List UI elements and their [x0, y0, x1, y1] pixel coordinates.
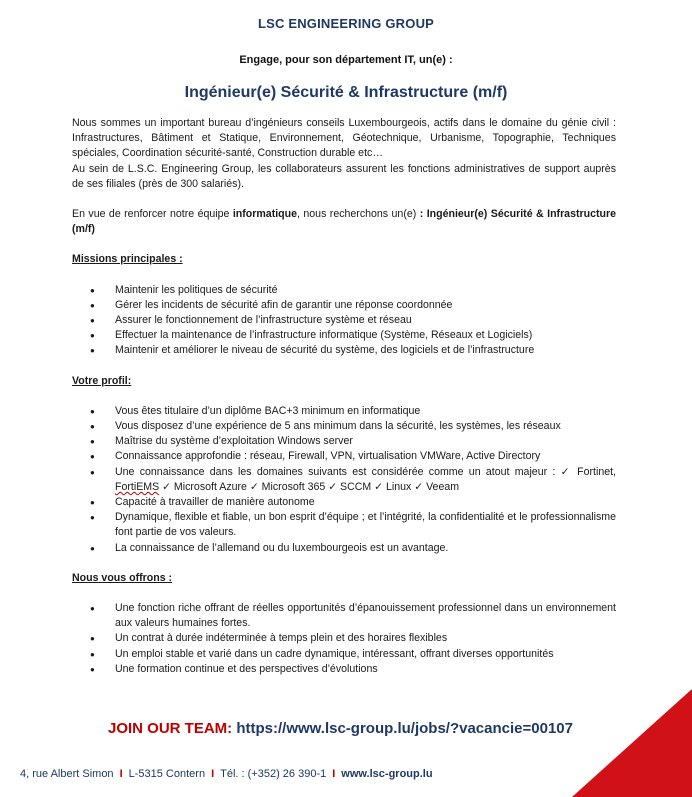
job-title: Ingénieur(e) Sécurité & Infrastructure (m/f): [184, 84, 508, 101]
item5-end: ✓ Microsoft Azure ✓ Microsoft 365 ✓ SCCM ✓ Linux ✓ Veeam: [159, 480, 460, 493]
profile-list: [72, 404, 616, 556]
list-item: ● Assurer le fonctionnement de l’infrastructure système et réseau: [72, 313, 616, 328]
fortiems-squiggle: FortiEMS: [115, 480, 160, 493]
item5-start: Une connaissance dans les domaines suivants est considérée comme un atout majeur : ✓ Fortinet,: [115, 465, 616, 478]
list-item: ● Un contrat à durée indéterminée à temps plein et des horaires flexibles: [72, 631, 616, 646]
job-description: [72, 116, 616, 677]
footer-phone: Tél. : (+352) 26 390-1: [220, 768, 327, 780]
join-our-team: [108, 720, 628, 737]
intro-p3-mid: , nous recherchons un(e): [297, 208, 420, 221]
list-item: ● Dynamique, flexible et fiable, un bon esprit d’équipe ; et l’intégrité, la confidentialité et le professionnalisme font partie de vos valeurs.: [72, 510, 616, 540]
company-name: LSC ENGINEERING GROUP: [257, 16, 435, 31]
footer-contact: [20, 768, 433, 780]
list-item: ● Maîtrise du système d’exploitation Windows server: [72, 434, 616, 449]
intro-p3-bold: informatique: [232, 208, 297, 221]
footer-city: L-5315 Contern: [128, 768, 206, 780]
list-item: ● Maintenir et améliorer le niveau de sécurité du système, des logiciels et de l’infrastructure: [72, 343, 616, 358]
footer-separator: I: [119, 768, 123, 780]
list-item: ● Maintenir les politiques de sécurité: [72, 283, 616, 298]
list-item: ● Vous êtes titulaire d’un diplôme BAC+3 minimum en informatique: [72, 404, 616, 419]
list-item: [72, 465, 616, 495]
vacancy-link[interactable]: https://www.lsc-group.lu/jobs/?vacancie=00107: [236, 720, 573, 737]
intro-paragraph-1: Nous sommes un important bureau d’ingénieurs conseils Luxembourgeois, actifs dans le domaine du génie civil : Infrastructures, Bâtiment et Statique, Environnement, Géotechnique, Urbanisme, Topographie, Techniques spéciales, Coordination sécurité-santé, Construction durable etc…: [72, 117, 616, 160]
intro-p3-start: En vue de renforcer notre équipe: [72, 208, 233, 221]
offer-list: [72, 601, 616, 677]
red-corner-triangle: [572, 689, 692, 797]
intro-paragraph-2: Au sein de L.S.C. Engineering Group, les collaborateurs assurent les fonctions administratives de support auprès de ses filiales (près de 300 salariés).: [72, 162, 616, 190]
list-item: ● Gérer les incidents de sécurité afin de garantir une réponse coordonnée: [72, 298, 616, 313]
offer-heading: Nous vous offrons :: [72, 571, 173, 584]
missions-list: [72, 283, 616, 359]
list-item: ● Capacité à travailler de manière autonome: [72, 495, 616, 510]
footer-separator: I: [332, 768, 336, 780]
intro-p3-end: : Ingénieur(e) Sécurité & Infrastructure (m/f): [72, 208, 616, 236]
list-item: ● Un emploi stable et varié dans un cadre dynamique, intéressant, offrant diverses opportunités: [72, 647, 616, 662]
footer-separator: I: [211, 768, 215, 780]
footer-address: 4, rue Albert Simon: [20, 768, 114, 780]
list-item: ● Connaissance approfondie : réseau, Firewall, VPN, virtualisation VMWare, Active Directory: [72, 449, 616, 464]
footer-website-link[interactable]: www.lsc-group.lu: [341, 768, 433, 780]
join-label: JOIN OUR TEAM:: [108, 720, 233, 737]
list-item: ● La connaissance de l’allemand ou du luxembourgeois est un avantage.: [72, 541, 616, 556]
list-item: ● Vous disposez d’une expérience de 5 ans minimum dans la sécurité, les systèmes, les réseaux: [72, 419, 616, 434]
list-item: ● Une formation continue et des perspectives d’évolutions: [72, 662, 616, 677]
engage-line: Engage, pour son département IT, un(e) :: [239, 54, 453, 66]
list-item: ● Une fonction riche offrant de réelles opportunités d’épanouissement professionnel dans un environnement aux valeurs humaines fortes.: [72, 601, 616, 631]
profile-heading: Votre profil:: [72, 374, 132, 387]
missions-heading: Missions principales :: [72, 253, 183, 266]
list-item: ● Effectuer la maintenance de l’infrastructure informatique (Système, Réseaux et Logiciels): [72, 328, 616, 343]
intro-paragraph-3: [72, 207, 616, 237]
